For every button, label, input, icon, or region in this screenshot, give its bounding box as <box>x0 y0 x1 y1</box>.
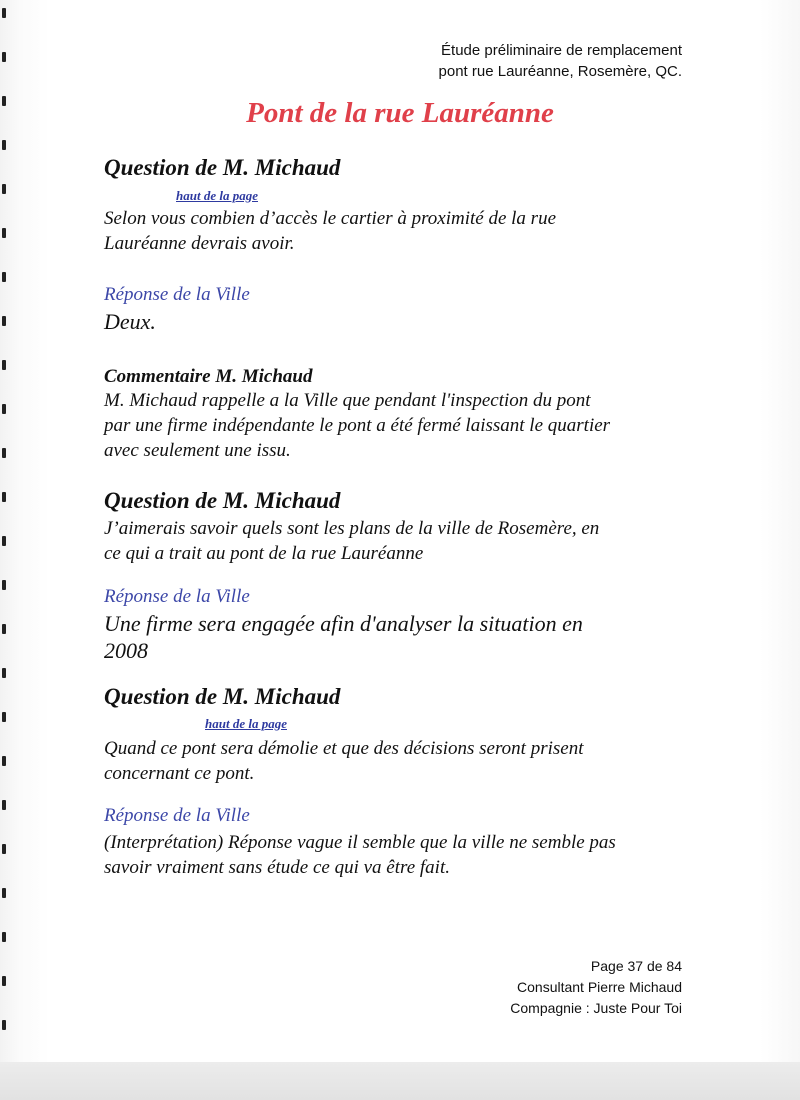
reply-3-line-2: savoir vraiment sans étude ce qui va être fait. <box>104 857 450 878</box>
binding-hole <box>2 844 6 854</box>
consultant-name: Consultant Pierre Michaud <box>517 979 682 995</box>
binding-hole <box>2 536 6 546</box>
header-line-1: Étude préliminaire de remplacement <box>441 42 682 59</box>
comment-line-1: M. Michaud rappelle a la Ville que pendant l'inspection du pont <box>104 390 591 411</box>
comment-line-2: par une firme indépendante le pont a été fermé laissant le quartier <box>104 415 611 436</box>
binding-hole <box>2 272 6 282</box>
question-2-line-2: ce qui a trait au pont de la rue Lauréanne <box>104 543 424 564</box>
question-3-text <box>104 736 704 786</box>
binding-hole <box>2 140 6 150</box>
question-3-line-1: Quand ce pont sera démolie et que des décisions seront prisent <box>104 738 584 759</box>
reply-2-label: Réponse de la Ville <box>104 586 250 607</box>
question-2-line-1: J’aimerais savoir quels sont les plans de la ville de Rosemère, en <box>104 518 600 539</box>
reply-2-line-1: Une firme sera engagée afin d'analyser la situation en <box>104 611 583 636</box>
header-line-2: pont rue Lauréanne, Rosemère, QC. <box>438 63 682 80</box>
question-1-line-2: Lauréanne devrais avoir. <box>104 233 295 254</box>
binding-hole <box>2 712 6 722</box>
binding-hole <box>2 932 6 942</box>
binding-hole <box>2 52 6 62</box>
reply-3-label: Réponse de la Ville <box>104 805 250 826</box>
top-of-page-link-2[interactable]: haut de la page <box>205 716 287 731</box>
page-bottom-edge <box>0 1062 800 1100</box>
binding-hole <box>2 976 6 986</box>
page-title: Pont de la rue Lauréanne <box>246 97 554 129</box>
document-header <box>439 40 682 82</box>
question-3-heading: Question de M. Michaud <box>104 684 341 709</box>
question-1-line-1: Selon vous combien d’accès le cartier à proximité de la rue <box>104 208 557 229</box>
binding-hole <box>2 184 6 194</box>
binding-hole <box>2 448 6 458</box>
document-footer <box>510 956 682 1019</box>
binding-hole <box>2 8 6 18</box>
question-1-heading: Question de M. Michaud <box>104 155 341 180</box>
binding-hole <box>2 404 6 414</box>
binding-hole <box>2 668 6 678</box>
comment-heading: Commentaire M. Michaud <box>104 366 313 387</box>
reply-1-text: Deux. <box>104 309 156 334</box>
binding-hole <box>2 756 6 766</box>
question-3-line-2: concernant ce pont. <box>104 763 255 784</box>
binding-hole <box>2 1020 6 1030</box>
binding-hole <box>2 228 6 238</box>
company-name: Compagnie : Juste Pour Toi <box>510 1000 682 1016</box>
top-of-page-link-1[interactable]: haut de la page <box>176 188 258 203</box>
binding-hole <box>2 624 6 634</box>
comment-line-3: avec seulement une issu. <box>104 440 291 461</box>
reply-3-text <box>104 830 724 880</box>
binding-hole <box>2 800 6 810</box>
question-1-text <box>104 206 704 256</box>
page-number: Page 37 de 84 <box>590 958 682 974</box>
reply-1-label: Réponse de la Ville <box>104 284 250 305</box>
spiral-binding <box>2 0 8 1060</box>
reply-2-text <box>104 610 704 664</box>
comment-text <box>104 388 704 463</box>
binding-hole <box>2 316 6 326</box>
question-2-heading: Question de M. Michaud <box>104 488 341 513</box>
reply-2-line-2: 2008 <box>104 638 148 663</box>
binding-hole <box>2 360 6 370</box>
binding-hole <box>2 492 6 502</box>
binding-hole <box>2 888 6 898</box>
question-2-text <box>104 516 704 566</box>
reply-3-line-1: (Interprétation) Réponse vague il semble que la ville ne semble pas <box>104 832 616 853</box>
binding-hole <box>2 580 6 590</box>
